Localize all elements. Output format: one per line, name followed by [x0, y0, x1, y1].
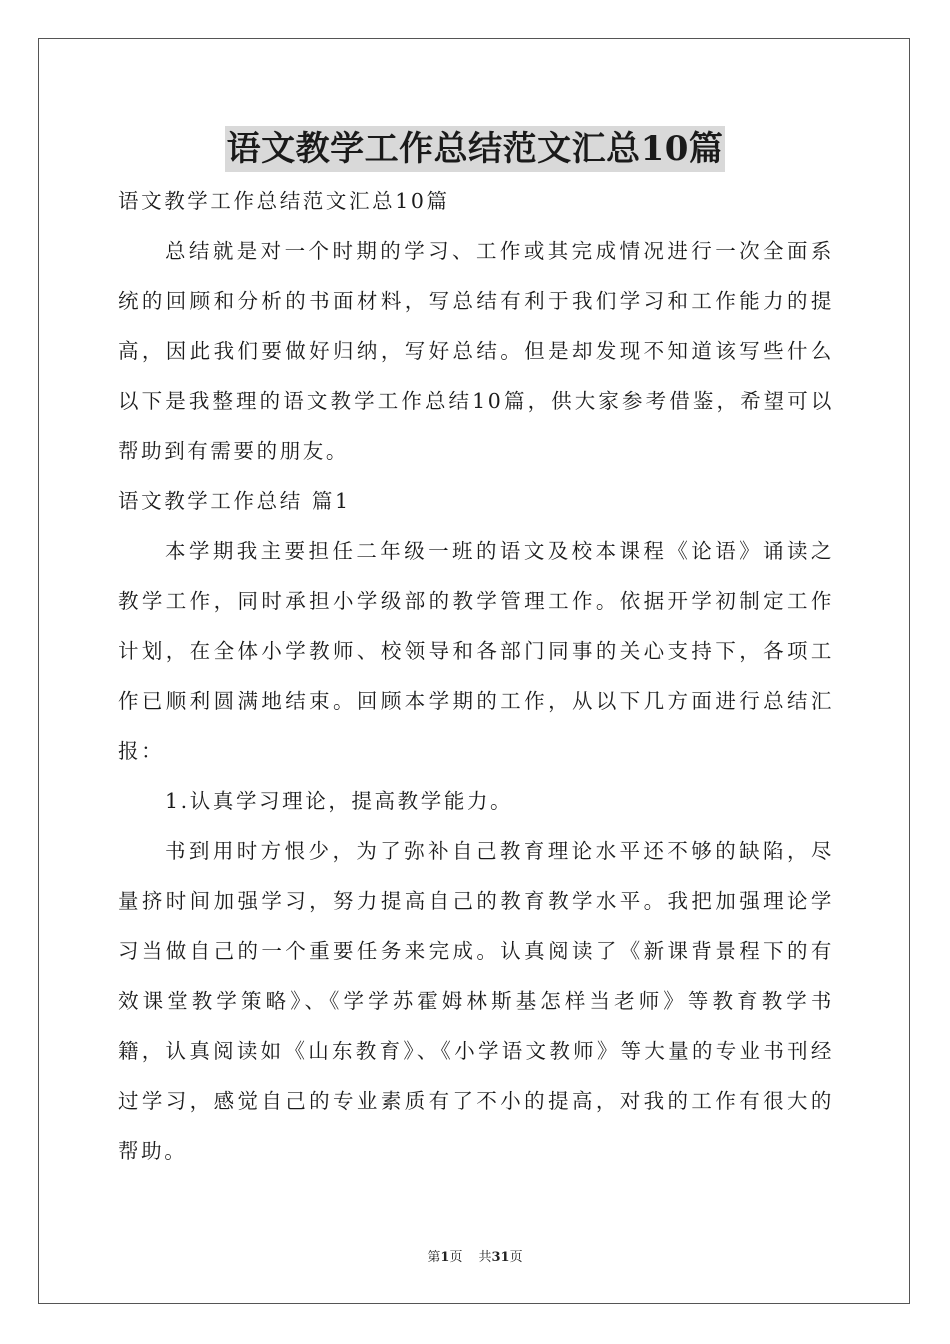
page-prefix: 第	[427, 1250, 441, 1265]
document-subtitle: 语文教学工作总结范文汇总10篇	[118, 189, 450, 213]
document-body	[118, 176, 834, 1176]
page-footer	[0, 1246, 950, 1265]
section-paragraph: 本学期我主要担任二年级一班的语文及校本课程《论语》诵读之教学工作，同时承担小学级部的教学管理工作。依据开学初制定工作计划，在全体小学教师、校领导和各部门同事的关心支持下，各项工作已顺利圆满地结束。回顾本学期的工作，从以下几方面进行总结汇报：	[118, 539, 834, 763]
total-pages-number: 31	[491, 1250, 510, 1265]
intro-paragraph: 总结就是对一个时期的学习、工作或其完成情况进行一次全面系统的回顾和分析的书面材料，写总结有利于我们学习和工作能力的提高，因此我们要做好归纳，写好总结。但是却发现不知道该写些什么以下是我整理的语文教学工作总结10篇，供大家参考借鉴，希望可以帮助到有需要的朋友。	[118, 239, 834, 463]
section-paragraph-2: 书到用时方恨少，为了弥补自己教育理论水平还不够的缺陷，尽量挤时间加强学习，努力提高自己的教育教学水平。我把加强理论学习当做自己的一个重要任务来完成。认真阅读了《新课背景程下的有效课堂教学策略》、《学学苏霍姆林斯基怎样当老师》等教育教学书籍，认真阅读如《山东教育》、《小学语文教师》等大量的专业书刊经过学习，感觉自己的专业素质有了不小的提高，对我的工作有很大的帮助。	[118, 839, 834, 1163]
total-prefix: 共	[478, 1250, 492, 1265]
title-wrapper	[0, 126, 950, 172]
list-item: 1.认真学习理论，提高教学能力。	[165, 789, 514, 813]
total-suffix: 页	[509, 1250, 523, 1265]
document-title: 语文教学工作总结范文汇总10篇	[225, 126, 726, 172]
current-page-number: 1	[440, 1250, 450, 1265]
page-suffix: 页	[449, 1250, 463, 1265]
section-heading: 语文教学工作总结 篇1	[118, 489, 351, 513]
